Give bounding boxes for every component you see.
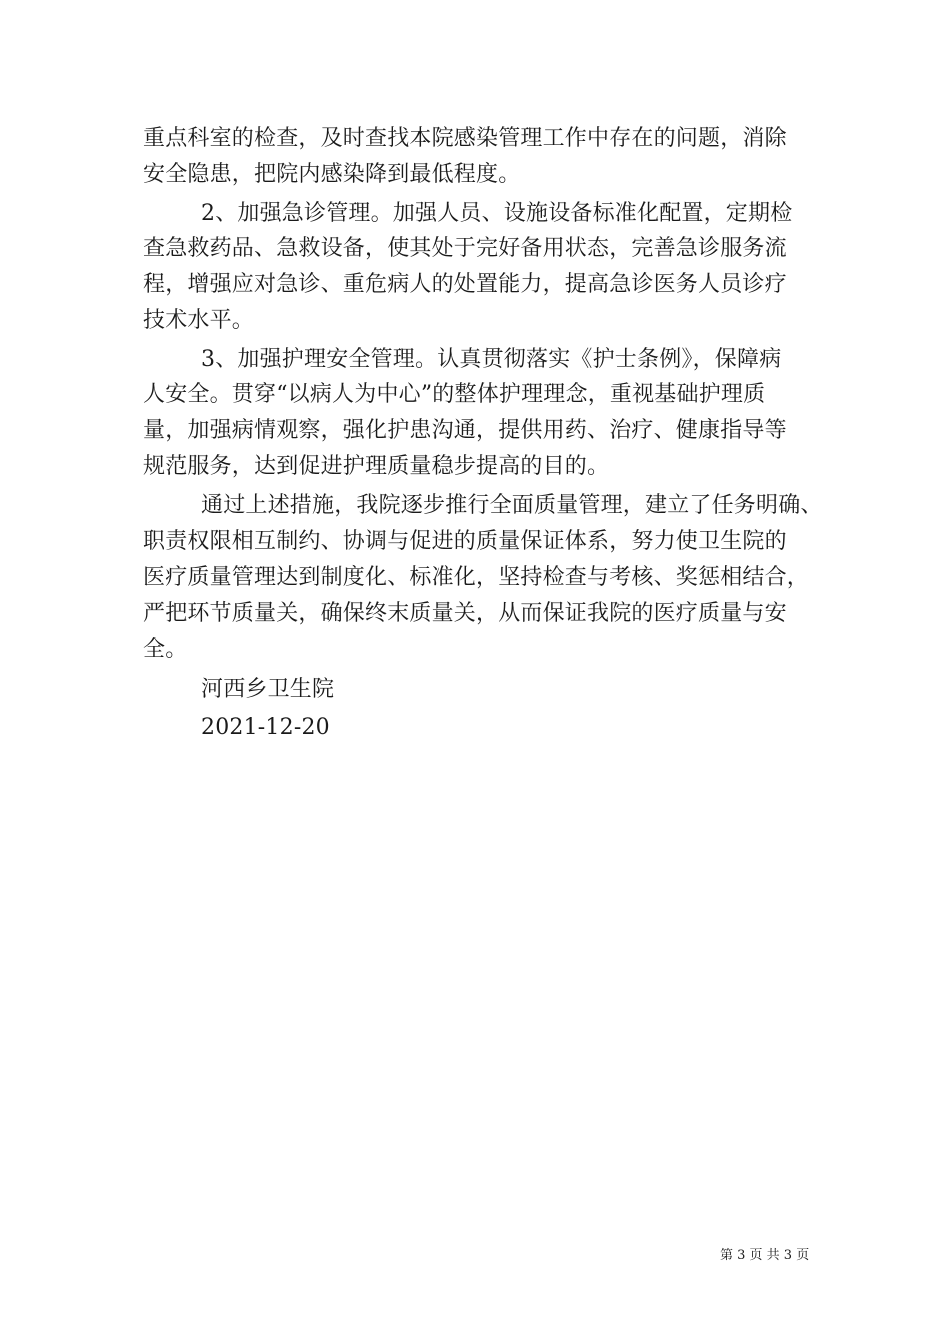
signature-date: 2021-12-20	[201, 715, 330, 740]
text-line: 2、加强急诊管理。加强人员、设施设备标准化配置，定期检	[201, 201, 793, 226]
text-line: 重点科室的检查，及时查找本院感染管理工作中存在的问题，消除	[143, 126, 787, 151]
text-line: 量，加强病情观察，强化护患沟通，提供用药、治疗、健康指导等	[143, 418, 787, 443]
text-line: 职责权限相互制约、协调与促进的质量保证体系，努力使卫生院的	[143, 529, 787, 554]
text-line: 医疗质量管理达到制度化、标准化，坚持检查与考核、奖惩相结合，	[143, 565, 810, 590]
text-line: 规范服务，达到促进护理质量稳步提高的目的。	[143, 454, 610, 479]
signature-organization: 河西乡卫生院	[201, 677, 335, 702]
text-line: 严把环节质量关，确保终末质量关，从而保证我院的医疗质量与安	[143, 601, 787, 626]
text-line: 人安全。贯穿“以病人为中心”的整体护理理念，重视基础护理质	[143, 382, 766, 407]
text-line: 全。	[143, 637, 188, 662]
text-line: 安全隐患，把院内感染降到最低程度。	[143, 162, 521, 187]
text-line: 查急救药品、急救设备，使其处于完好备用状态，完善急诊服务流	[143, 236, 787, 261]
text-line: 技术水平。	[143, 308, 255, 333]
page-number: 第 3 页 共 3 页	[720, 1248, 810, 1263]
text-line: 3、加强护理安全管理。认真贯彻落实《护士条例》，保障病	[201, 347, 782, 372]
text-line: 程，增强应对急诊、重危病人的处置能力，提高急诊医务人员诊疗	[143, 272, 787, 297]
text-line: 通过上述措施，我院逐步推行全面质量管理，建立了任务明确、	[201, 493, 823, 518]
